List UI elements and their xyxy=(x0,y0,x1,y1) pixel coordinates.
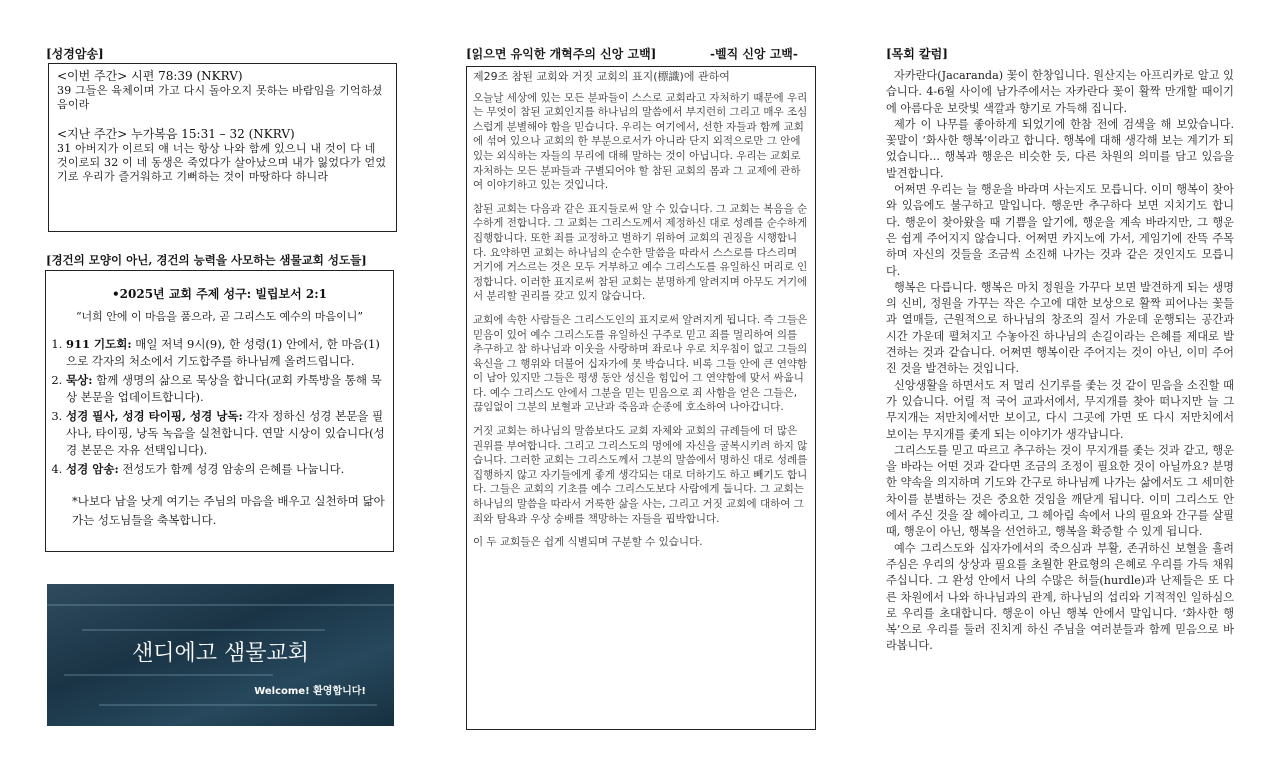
column-paragraph: 제가 이 나무를 좋아하게 되었기에 한참 전에 검색을 해 보았습니다. 꽃말이 ‘화사한 행복’이라고 합니다. 행복에 대해 생각해 보는 계기가 되었습니다... 행복과 행운은 비슷한 듯, 다른 차원의 의미를 담고 있음을 발견합니다. xyxy=(886,117,1234,180)
confession-paragraph: 이 두 교회들은 쉽게 식별되며 구분할 수 있습니다. xyxy=(473,536,703,549)
column-paragraph: 신앙생활을 하면서도 저 멀리 신기루를 좇는 것 같이 믿음을 소진할 때가 있습니다. 어릴 적 국어 교과서에서, 무지개를 찾아 떠나지만 늘 그 무지개는 저만치에서만 보이고, 다시 그곳에 가면 또 다시 저만치에서 보이는 무지개를 좇게 되는 이야기가 생각납니다. xyxy=(886,378,1234,441)
this-week-heading: <이번 주간> 시편 78:39 (NKRV) xyxy=(57,69,243,83)
confession-box xyxy=(466,66,816,730)
column-paragraph: 예수 그리스도와 십자가에서의 죽으심과 부활, 존귀하신 보혈을 흘려주심은 우리의 상상과 필요를 초월한 완료형의 은혜로 우리를 가득 채워주십니다. 그 완성 안에서 나의 수많은 허들(hurdle)과 난제들은 또 다른 차원에서 나와 하나님과의 관계, 하나님의 섭리와 기적적인 일하심으로 우리를 초대합니다. 행운이 아닌 행복 안에서 말입니다. ‘화사한 행복’으로 우리를 둘러 진치게 하신 주님을 여러분들과 함께 믿음으로 바라봅니다. xyxy=(886,541,1234,653)
banner-welcome: Welcome! 환영합니다! xyxy=(254,686,366,697)
this-week-verse: 39 그들은 육체이며 가고 다시 돌아오지 못하는 바람임을 기억하셨음이라 xyxy=(57,84,383,111)
list-item: 2. 묵상: 함께 생명의 삶으로 묵상을 합니다(교회 카톡방을 통해 묵상 본문을 업데이트합니다). xyxy=(66,372,385,406)
theme-section-title: [경건의 모양이 아닌, 경건의 능력을 사모하는 샘물교회 성도들] xyxy=(46,253,367,267)
memorize-section-title: [성경암송] xyxy=(46,47,104,61)
church-banner xyxy=(47,584,394,726)
list-item: 3. 성경 필사, 성경 타이핑, 성경 낭독: 각자 정하신 성경 본문을 필사나, 타이핑, 낭독 녹음을 실천합니다. 연말 시상이 있습니다(성경 본문은 자유 선택입니다). xyxy=(66,408,385,459)
list-item: 1. 911 기도회: 매일 저녁 9시(9), 한 성령(1) 안에서, 한 마음(1)으로 각자의 처소에서 기도합주를 하나님께 올려드립니다. xyxy=(66,336,385,370)
theme-list xyxy=(54,336,385,478)
confession-paragraph: 거짓 교회는 하나님의 말씀보다도 교회 자체와 교회의 규례들에 더 많은 권위를 부여합니다. 그리고 그리스도의 멍에에 자신을 굴복시키려 하지 않습니다. 그러한 교회는 그리스도께서 그분의 말씀에서 명하신 대로 성례를 집행하지 않고 자기들에게 좋게 생각되는 대로 더하기도 하고 빼기도 합니다. 그들은 교회의 기초를 예수 그리스도보다 사람에게 둡니다. 그 교회는 하나님의 말씀을 따라서 거룩한 삶을 사는, 그리고 거짓 교회에 대하여 그 죄와 탐욕과 우상 숭배를 책망하는 자들을 핍박합니다. xyxy=(473,425,808,525)
confession-paragraph: 참된 교회는 다음과 같은 표지들로써 알 수 있습니다. 그 교회는 복음을 순수하게 전합니다. 그 교회는 그리스도께서 제정하신 대로 성례를 순수하게 집행합니다. 또한 죄를 교정하고 벌하기 위하여 교회의 권징을 시행합니다. 요약하면 교회는 하나님의 순수한 말씀을 따라서 스스로를 다스리며 거기에 거스르는 것은 모두 거부하고 예수 그리스도를 유일하신 머리로 인정합니다. 이러한 표지로써 참된 교회는 분명하게 알려지며 아무도 거기에서 분리할 권리를 갖고 있지 않습니다. xyxy=(473,202,808,303)
confession-subtitle: -벨직 신앙 고백- xyxy=(710,47,798,61)
column-paragraph: 어쩌면 우리는 늘 행운을 바라며 사는지도 모릅니다. 이미 행복이 찾아와 있음에도 불구하고 말입니다. 행운만 추구하다 보면 지치기도 합니다. 행운이 찾아왔을 때 기쁨을 알기에, 행운을 계속 바라지만, 그 행운은 쉽게 주어지지 않습니다. 어쩌면 카지노에 가서, 게임기에 잔뜩 주목하며 자신의 것들을 조금씩 소진해 나가는 것과 같은 것인지도 모릅니다. xyxy=(886,183,1234,278)
list-item: 4. 성경 암송: 전성도가 함께 성경 암송의 은혜를 나눕니다. xyxy=(66,461,385,478)
article-title: 제29조 참된 교회와 거짓 교회의 표지(標識)에 관하여 xyxy=(473,70,730,83)
last-week-heading: <지난 주간> 누가복음 15:31 – 32 (NKRV) xyxy=(57,127,295,141)
column-paragraph: 그리스도를 믿고 따르고 추구하는 것이 무지개를 좇는 것과 같고, 행운을 바라는 어떤 것과 같다면 조금의 조정이 필요한 것이 아닐까요? 분명한 약속을 의지하며 기도와 간구로 하나님께 나가는 삶에서도 그 세미한 차이를 분별하는 것은 중요한 것임을 깨닫게 됩니다. 이미 그리스도 안에서 주신 것을 잘 헤아리고, 그 헤아림 속에서 나의 필요와 간구를 살필 때, 행운이 아닌, 행복을 선언하고, 행복을 확증할 수 있게 됩니다. xyxy=(886,443,1234,539)
confession-section-title: [읽으면 유익한 개혁주의 신앙 고백] xyxy=(466,47,657,61)
memorize-box xyxy=(48,63,397,232)
confession-paragraph: 오늘날 세상에 있는 모든 분파들이 스스로 교회라고 자처하기 때문에 우리는 무엇이 참된 교회인지를 하나님의 말씀에서 부지런히 그리고 매우 조심스럽게 분별해야 함을 믿습니다. 우리는 여기에서, 선한 자들과 함께 교회에 섞여 있으나 교회의 한 부분으로서가 아니라 단지 외적으로만 그 안에 있는 외식하는 자들의 무리에 대해 말하는 것이 아닙니다. 우리는 교회로 자처하는 모든 분파들과 구별되어야 할 참된 교회의 몸과 그 교제에 관하여 이야기하고 있는 것입니다. xyxy=(473,91,808,192)
column-section-title: [목회 칼럼] xyxy=(886,47,948,61)
pastor-column xyxy=(886,68,1234,655)
theme-note: *나보다 남을 낫게 여기는 주님의 마음을 배우고 실천하며 닮아가는 성도님들을 축복합니다. xyxy=(72,494,385,527)
banner-title: 샌디에고 샘물교회 xyxy=(131,641,309,666)
confession-paragraph: 교회에 속한 사람들은 그리스도인의 표지로써 알려지게 됩니다. 즉 그들은 믿음이 있어 예수 그리스도를 유일하신 구주로 믿고 죄를 멀리하여 의를 추구하고 참 하나님과 이웃을 사랑하며 좌로나 우로 치우침이 없고 그들의 육신을 그 행위와 더불어 십자가에 못 박습니다. 비록 그들 안에 큰 연약함이 남아 있지만 그들은 평생 동안 성신을 힘입어 그 연약함에 맞서 싸웁니다. 예수 그리스도 안에서 그분을 믿는 믿음으로 죄 사함을 얻은 그들은, 끊임없이 그분의 보혈과 고난과 죽음과 순종에 호소하여 나아갑니다. xyxy=(473,313,808,414)
theme-box xyxy=(45,270,394,552)
column-paragraph: 행복은 다릅니다. 행복은 마치 정원을 가꾸다 보면 발견하게 되는 생명의 신비, 정원을 가꾸는 작은 수고에 대한 보상으로 활짝 피어나는 꽃들과 열매들, 근원적으로 하나님의 창조의 질서 가운데 운행되는 공간과 시간 가운데 펼쳐지고 수놓아진 하나님의 손길이라는 은혜를 제대로 발견하는 것과 같습니다. 어쩌면 행복이란 주어지는 것이 아닌, 이미 주어진 것을 발견하는 것입니다. xyxy=(886,280,1234,376)
column-paragraph: 자카란다(Jacaranda) 꽃이 한창입니다. 원산지는 아프리카로 알고 있습니다. 4-6월 사이에 남가주에서는 자카란다 꽃이 활짝 만개할 때이기에 아름다운 보랏빛 색깔과 향기로 가득해 집니다. xyxy=(886,69,1234,115)
theme-heading: •2025년 교회 주제 성구: 빌립보서 2:1 xyxy=(111,287,328,301)
theme-verse: “너희 안에 이 마음을 품으라, 곧 그리스도 예수의 마음이니” xyxy=(75,310,364,323)
last-week-verse: 31 아버지가 이르되 얘 너는 항상 나와 함께 있으니 내 것이 다 네 것이로되 32 이 네 동생은 죽었다가 살아났으며 내가 잃었다가 얻었기로 우리가 즐거워하고 기뻐하는 것이 마땅하다 하니라 xyxy=(57,142,387,183)
